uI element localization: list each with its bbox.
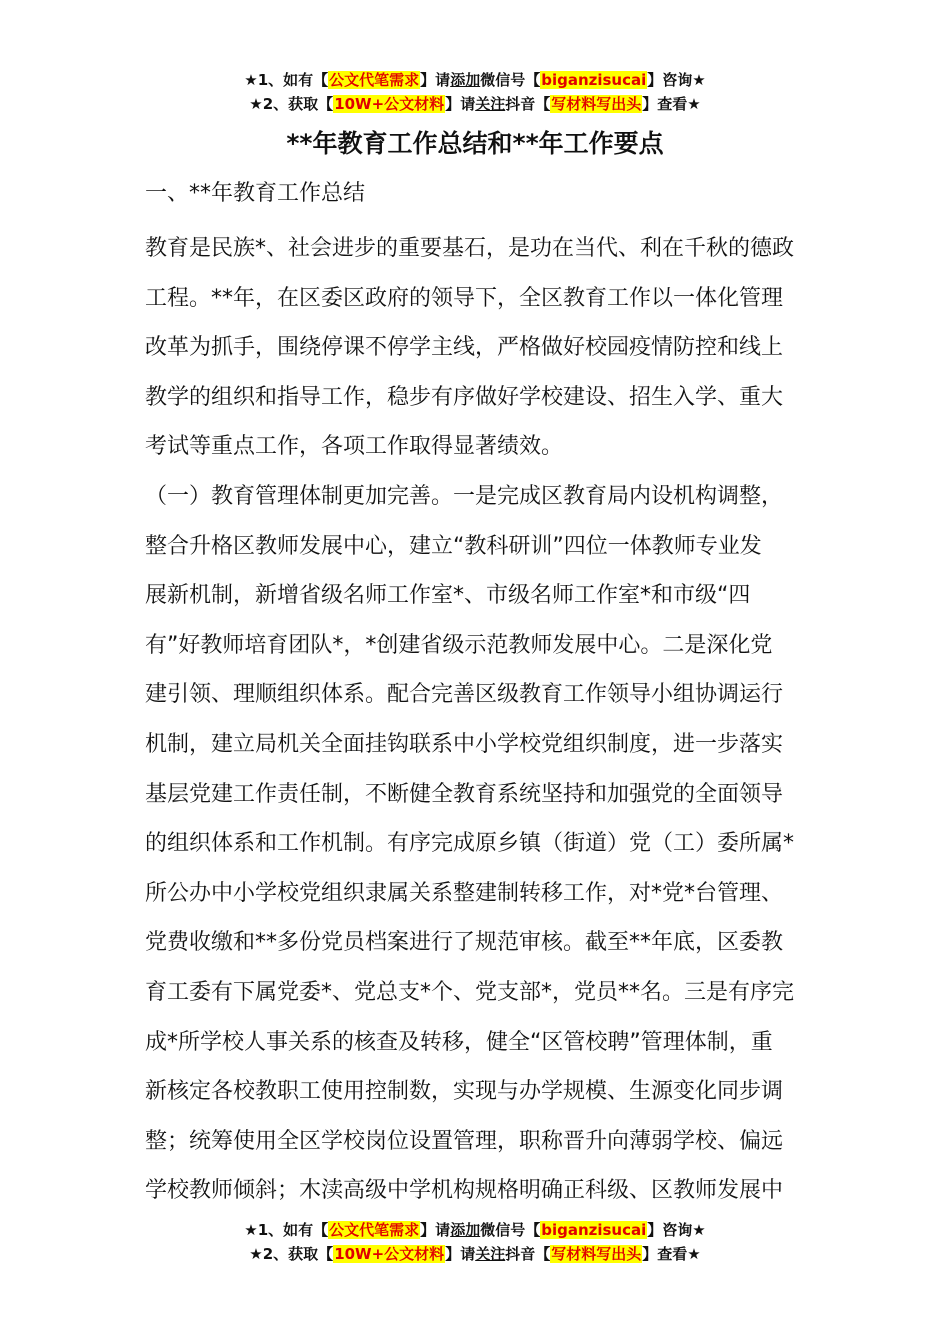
banner-underline: 关注 [475,1245,506,1263]
banner-line-2 [0,92,950,116]
section-heading: 一、**年教育工作总结 [145,181,366,206]
banner-highlight-douyin: 写材料写出头 [551,95,642,113]
body-line: 育工委有下属党委*、党总支*个、党支部*，党员**名。三是有序完 [145,979,795,1005]
document-title: **年教育工作总结和**年工作要点 [286,129,664,158]
banner-line-1 [0,1218,950,1242]
banner-highlight: 公文代笔需求 [329,71,420,89]
top-banner [0,68,950,116]
banner-text: 微信号【 [480,71,541,89]
banner-text: 抖音【 [505,95,551,113]
banner-text: 】请 [445,1245,476,1263]
body-line: 整；统筹使用全区学校岗位设置管理，职称晋升向薄弱学校、偏远 [145,1128,784,1154]
body-line: 基层党建工作责任制，不断健全教育系统坚持和加强党的全面领导 [145,781,784,807]
body-line: 改革为抓手，围绕停课不停学主线，严格做好校园疫情防控和线上 [145,335,784,361]
body-line: 教育是民族*、社会进步的重要基石，是功在当代、利在千秋的德政 [145,236,795,261]
body-line: 新核定各校教职工使用控制数，实现与办学规模、生源变化同步调 [145,1079,784,1105]
banner-text: ★1、如有【 [244,1221,329,1239]
body-line: 教学的组织和指导工作，稳步有序做好学校建设、招生入学、重大 [145,384,784,410]
body-line: 有”好教师培育团队*，*创建省级示范教师发展中心。二是深化党 [145,632,773,658]
body-text [145,224,809,1216]
banner-text: ★2、获取【 [249,1245,334,1263]
banner-text: 微信号【 [480,1221,541,1239]
banner-text: 】咨询★ [647,71,706,89]
body-line: 建引领、理顺组织体系。配合完善区级教育工作领导小组协调运行 [145,682,784,708]
body-line: 考试等重点工作，各项工作取得显著绩效。 [145,434,564,460]
banner-highlight-douyin: 写材料写出头 [551,1245,642,1263]
banner-highlight: 公文代笔需求 [329,1221,420,1239]
banner-text: 】请 [420,1221,451,1239]
banner-text: 】咨询★ [647,1221,706,1239]
banner-highlight: 10W+公文材料 [334,1245,445,1263]
body-line: 展新机制，新增省级名师工作室*、市级名师工作室*和市级“四 [145,583,751,609]
bottom-banner [0,1218,950,1266]
banner-highlight: 10W+公文材料 [334,95,445,113]
banner-underline: 关注 [475,95,506,113]
banner-text: 】查看★ [642,1245,701,1263]
banner-highlight-wechat: biganzisucai [541,71,647,89]
body-line: （一）教育管理体制更加完善。一是完成区教育局内设机构调整， [145,483,784,509]
banner-text: 抖音【 [505,1245,551,1263]
body-line: 机制，建立局机关全面挂钩联系中小学校党组织制度，进一步落实 [145,731,784,757]
body-line: 工程。**年，在区委区政府的领导下，全区教育工作以一体化管理 [145,285,784,311]
banner-text: ★2、获取【 [249,95,334,113]
banner-text: 】请 [445,95,476,113]
body-line: 的组织体系和工作机制。有序完成原乡镇（街道）党（工）委所属* [145,831,795,857]
banner-highlight-wechat: biganzisucai [541,1221,647,1239]
banner-underline: 添加 [450,71,481,89]
body-line: 党费收缴和**多份党员档案进行了规范审核。截至**年底，区委教 [145,930,784,956]
banner-line-1 [0,68,950,92]
banner-line-2 [0,1242,950,1266]
banner-text: ★1、如有【 [244,71,329,89]
body-line: 成*所学校人事关系的核查及转移，健全“区管校聘”管理体制，重 [145,1029,773,1055]
banner-underline: 添加 [450,1221,481,1239]
body-line: 所公办中小学校党组织隶属关系整建制转移工作，对*党*台管理、 [145,880,784,906]
banner-text: 】查看★ [642,95,701,113]
banner-text: 】请 [420,71,451,89]
body-line: 学校教师倾斜；木渎高级中学机构规格明确正科级、区教师发展中 [145,1178,784,1204]
body-line: 整合升格区教师发展中心，建立“教科研训”四位一体教师专业发 [145,533,762,559]
